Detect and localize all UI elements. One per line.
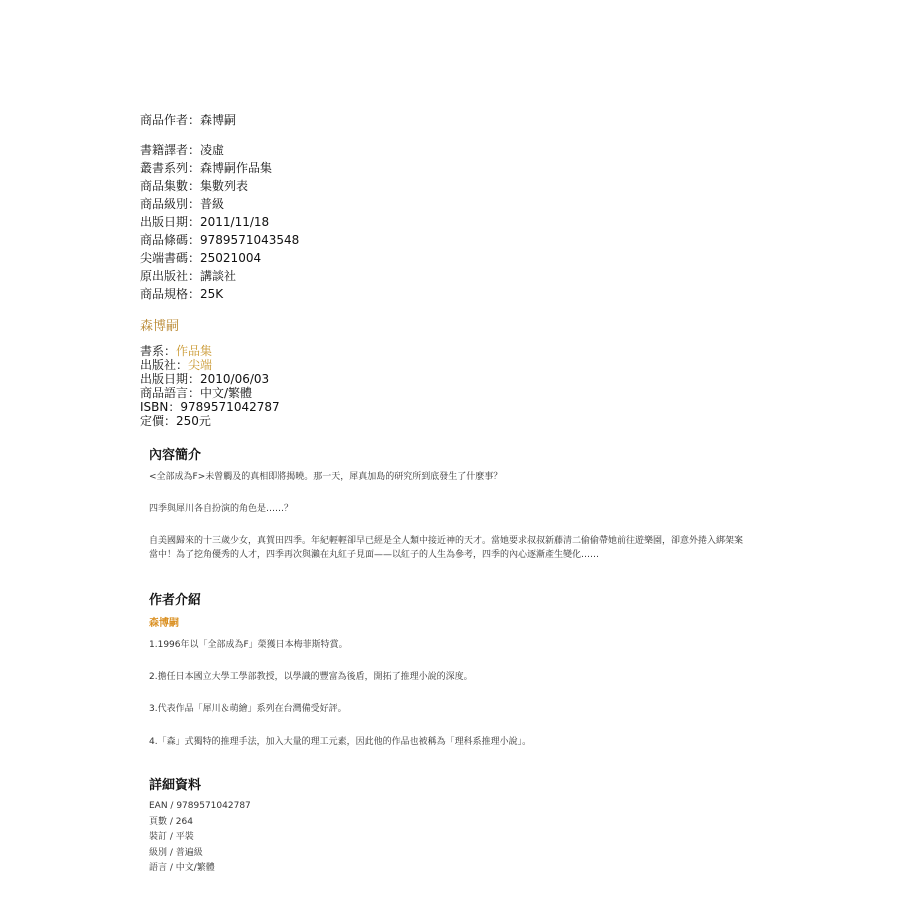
pub-publisher-row: 出版社：尖端 xyxy=(140,358,213,372)
spec-rating: 商品級別：普級 xyxy=(140,197,225,211)
content-paragraph-3: 自美國歸來的十三歲少女，真賀田四季。年紀輕輕卻早已經是全人類中接近神的天才。當她要求叔叔新藤清二偷偷帶她前往遊樂園，卻意外捲入綁架案當中！為了挖角優秀的人才，四季再次與瀨在丸紅子見面——以紅子的人生為參考，四季的內心逐漸產生變化…… xyxy=(149,536,744,560)
pub-price-row: 定價：250元 xyxy=(140,414,211,428)
product-specs xyxy=(140,141,299,303)
detail-binding: 裝訂 / 平裝 xyxy=(149,832,194,842)
author-intro-item: 4.「森」式獨特的推理手法，加入大量的理工元素，因此他的作品也被稱為「理科系推理小說」。 xyxy=(149,737,532,747)
product-author-label: 商品作者： xyxy=(140,113,201,127)
content-paragraph-1: <全部成為F>未曾觸及的真相即將揭曉。那一天，犀真加島的研究所到底發生了什麼事？ xyxy=(149,472,503,482)
spec-format: 商品規格：25K xyxy=(140,287,224,301)
author-intro-title: 作者介紹 xyxy=(149,593,202,608)
author-intro-item: 3.代表作品「犀川＆萌繪」系列在台灣備受好評。 xyxy=(149,704,347,714)
details-title: 詳細資料 xyxy=(149,778,202,793)
content-section-title: 內容簡介 xyxy=(149,448,202,463)
spec-translator: 書籍譯者：凌虛 xyxy=(140,143,225,157)
content-paragraph-2: 四季與犀川各自扮演的角色是……？ xyxy=(149,504,294,514)
spec-book-code: 尖端書碼：25021004 xyxy=(140,251,262,265)
product-author-value: 森博嗣 xyxy=(200,113,237,127)
detail-pages: 頁數 / 264 xyxy=(149,816,193,827)
pub-series-row: 書系：作品集 xyxy=(140,344,213,358)
pub-date-row: 出版日期：2010/06/03 xyxy=(140,372,270,386)
spec-barcode: 商品條碼：9789571043548 xyxy=(140,233,300,247)
spec-publish-date: 出版日期：2011/11/18 xyxy=(140,215,270,229)
pub-language-row: 商品語言：中文/繁體 xyxy=(140,386,253,400)
spec-series: 叢書系列：森博嗣作品集 xyxy=(140,161,273,175)
author-intro-item: 2.擔任日本國立大學工學部教授，以學識的豐富為後盾，開拓了推理小說的深度。 xyxy=(149,672,473,682)
pub-isbn-row: ISBN：9789571042787 xyxy=(140,400,280,414)
publication-info xyxy=(140,344,280,428)
spec-original-publisher: 原出版社：講談社 xyxy=(140,269,237,283)
author-link[interactable]: 森博嗣 xyxy=(140,319,180,334)
detail-language: 語言 / 中文/繁體 xyxy=(149,863,215,873)
product-author-line xyxy=(140,111,236,128)
details-list xyxy=(149,799,251,877)
publisher-link[interactable]: 尖端 xyxy=(188,358,213,372)
series-link[interactable]: 作品集 xyxy=(176,344,213,358)
detail-ean: EAN / 9789571042787 xyxy=(149,801,251,811)
spec-volumes: 商品集數：集數列表 xyxy=(140,179,249,193)
detail-rating: 級別 / 普遍級 xyxy=(149,847,203,858)
author-intro-name: 森博嗣 xyxy=(149,618,179,629)
author-intro-item: 1.1996年以「全部成為F」榮獲日本梅菲斯特賞。 xyxy=(149,640,348,650)
